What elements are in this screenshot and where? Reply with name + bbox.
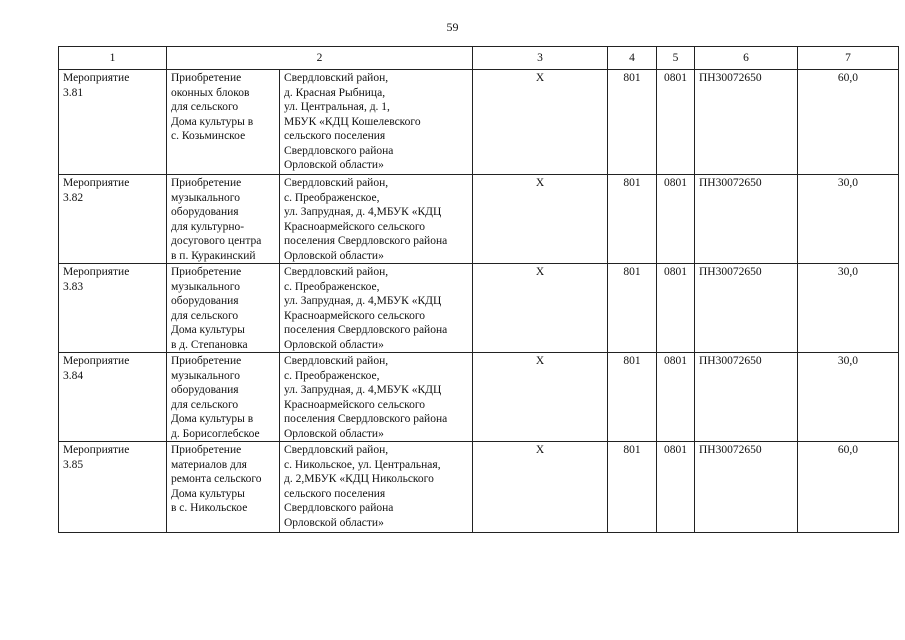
event-cell: Мероприятие 3.82 [59,175,167,264]
address-cell: Свердловский район, с. Преображенское, ул. Запрудная, д. 4,МБУК «КДЦ Красноармейского сельского поселения Свердловского района Орловской области» [280,264,473,353]
col3-cell: X [473,353,608,442]
header-col-6: 6 [695,47,798,70]
item-cell: Приобретение музыкального оборудования для культурно- досугового центра в п. Куракинский [167,175,280,264]
address-cell: Свердловский район, с. Преображенское, ул. Запрудная, д. 4,МБУК «КДЦ Красноармейского сельского поселения Свердловского района Орловской области» [280,175,473,264]
col5-cell: 0801 [657,353,695,442]
address-cell: Свердловский район, с. Преображенское, ул. Запрудная, д. 4,МБУК «КДЦ Красноармейского сельского поселения Свердловского района Орловской области» [280,353,473,442]
item-cell: Приобретение музыкального оборудования для сельского Дома культуры в д. Борисоглебское [167,353,280,442]
col3-cell: X [473,264,608,353]
address-cell: Свердловский район, д. Красная Рыбница, ул. Центральная, д. 1, МБУК «КДЦ Кошелевского сельского поселения Свердловского района Орловской области» [280,70,473,175]
col3-cell: X [473,442,608,533]
col7-cell: 30,0 [798,175,899,264]
col4-cell: 801 [608,70,657,175]
col6-cell: ПН30072650 [695,353,798,442]
col5-cell: 0801 [657,175,695,264]
event-cell: Мероприятие 3.85 [59,442,167,533]
col5-cell: 0801 [657,70,695,175]
budget-table [58,46,899,533]
table-row [59,264,899,353]
col6-cell: ПН30072650 [695,175,798,264]
header-row [59,47,899,70]
col4-cell: 801 [608,442,657,533]
col7-cell: 30,0 [798,264,899,353]
page-number: 59 [446,20,459,34]
col6-cell: ПН30072650 [695,442,798,533]
header-col-7: 7 [798,47,899,70]
col3-cell: X [473,70,608,175]
col3-cell: X [473,175,608,264]
col5-cell: 0801 [657,264,695,353]
item-cell: Приобретение материалов для ремонта сельского Дома культуры в с. Никольское [167,442,280,533]
header-col-3: 3 [473,47,608,70]
col4-cell: 801 [608,353,657,442]
item-cell: Приобретение музыкального оборудования для сельского Дома культуры в д. Степановка [167,264,280,353]
table-row [59,175,899,264]
event-cell: Мероприятие 3.81 [59,70,167,175]
header-col-5: 5 [657,47,695,70]
col4-cell: 801 [608,175,657,264]
col6-cell: ПН30072650 [695,264,798,353]
address-cell: Свердловский район, с. Никольское, ул. Центральная, д. 2,МБУК «КДЦ Никольского сельского поселения Свердловского района Орловской области» [280,442,473,533]
col6-cell: ПН30072650 [695,70,798,175]
table-row [59,353,899,442]
item-cell: Приобретение оконных блоков для сельского Дома культуры в с. Козьминское [167,70,280,175]
table-row [59,442,899,533]
col5-cell: 0801 [657,442,695,533]
table-row [59,70,899,175]
header-col-2: 2 [167,47,473,70]
col7-cell: 30,0 [798,353,899,442]
col7-cell: 60,0 [798,442,899,533]
header-col-1: 1 [59,47,167,70]
header-col-4: 4 [608,47,657,70]
event-cell: Мероприятие 3.83 [59,264,167,353]
col4-cell: 801 [608,264,657,353]
col7-cell: 60,0 [798,70,899,175]
event-cell: Мероприятие 3.84 [59,353,167,442]
